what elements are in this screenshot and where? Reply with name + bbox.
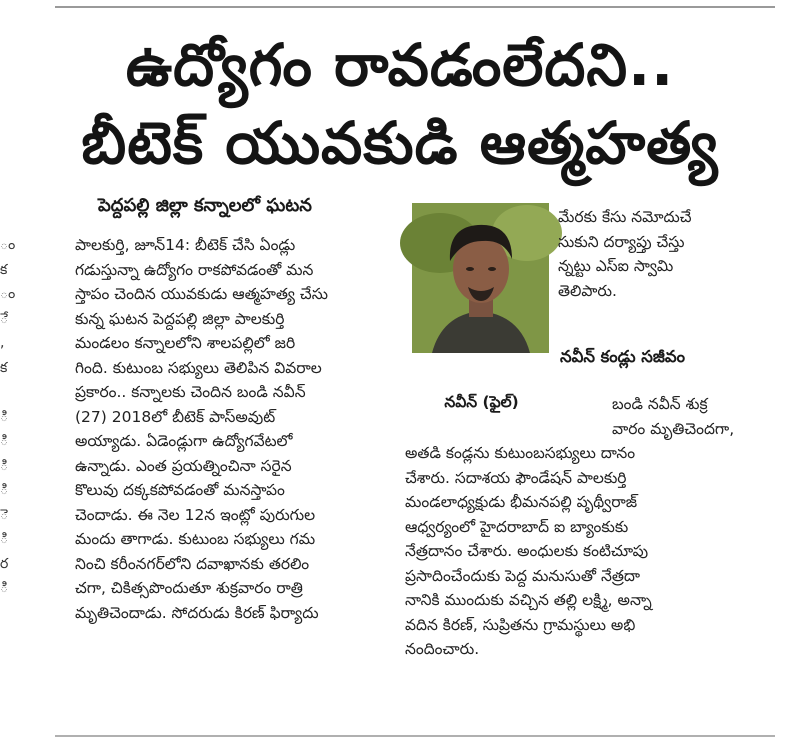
main-line: చగా, చికిత్సపొందుతూ శుక్రవారం రాత్రి	[75, 579, 303, 597]
main-line: గింది. కుటుంబ సభ్యులు తెలిపిన వివరాల	[75, 358, 322, 377]
person-photo	[412, 203, 549, 353]
top-rule	[55, 6, 775, 8]
subheading: పెద్దపల్లి జిల్లా కన్నాలలో ఘటన	[98, 195, 312, 216]
article-bottom-column	[405, 441, 748, 662]
right-mid-line: వారం మృతిచెందగా,	[612, 419, 735, 438]
headline-line-2: బీటెక్ యువకుడి ఆత్మహత్య	[81, 109, 719, 177]
right-line: న్నట్టు ఎస్ఐ స్వామి	[558, 257, 674, 275]
main-line: మండలం కన్నాలలోని శాలపల్లిలో జరి	[75, 334, 296, 352]
clipped-neighbor-column: ం క ం ే , క ి ి ి ి ె ి ర ి	[0, 237, 16, 596]
main-line: చెందాడు. ఈ నెల 12న ఇంట్లో పురుగుల	[75, 505, 316, 524]
main-line: (27) 2018లో బీటెక్ పాస్అవుట్	[75, 407, 276, 426]
bottom-line: మండలాధ్యక్షుడు భీమనపల్లి పృథ్వీరాజ్	[405, 493, 638, 511]
right-mid-line: బండి నవీన్ శుక్ర	[612, 395, 708, 413]
bottom-line: వదిన కిరణ్, సుప్రితను గ్రామస్థులు అభి	[405, 615, 636, 634]
eye-donation-heading: నవీన్ కండ్లు సజీవం	[560, 347, 686, 366]
article-right-mid-column	[612, 392, 748, 441]
headline-line-1: ఉద్యోగం రావడంలేదని..	[125, 31, 675, 99]
main-line: స్తాపం చెందిన యువకుడు ఆత్మహత్య చేసు	[75, 285, 328, 303]
photo-caption: నవీన్ (ఫైల్)	[444, 393, 519, 411]
main-line: కున్న ఘటన పెద్దపల్లి జిల్లా పాలకుర్తి	[75, 309, 285, 328]
right-line: సుకుని దర్యాప్తు చేస్తు	[558, 232, 685, 251]
main-line: గడుస్తున్నా ఉద్యోగం రాకపోవడంతో మన	[75, 260, 314, 279]
bottom-line: నేత్రదానం చేశారు. అంధులకు కంటిచూపు	[405, 542, 649, 560]
bottom-line: నందించారు.	[405, 640, 480, 658]
bottom-line: చేశారు. సదాశయ ఫౌండేషన్ పాలకుర్తి	[405, 468, 627, 487]
bottom-line: ప్రసాదించేందుకు పెద్ద మనుసుతో నేత్రదా	[405, 566, 641, 585]
main-line: ప్రకారం.. కన్నాలకు చెందిన బండి నవీన్	[75, 383, 306, 401]
main-line: కొలువు దక్కకపోవడంతో మనస్తాపం	[75, 481, 285, 499]
main-line: మందు తాగాడు. కుటుంబ సభ్యులు గమ	[75, 530, 316, 548]
article-main-column	[75, 233, 393, 625]
right-line: మేరకు కేసు నమోదుచే	[558, 208, 692, 226]
main-line: అయ్యాడు. ఏడెండ్లుగా ఉద్యోగవేటలో	[75, 432, 293, 450]
bottom-line: ఆధ్వర్యంలో హైదరాబాద్ ఐ బ్యాంకుకు	[405, 517, 629, 536]
right-line: తెలిపారు.	[558, 281, 617, 300]
bottom-line: అతడి కండ్లను కుటుంబసభ్యులు దానం	[405, 444, 636, 462]
main-line: ఉన్నాడు. ఎంత ప్రయత్నించినా సరైన	[75, 456, 292, 475]
bottom-line: నానికి ముందుకు వచ్చిన తల్లి లక్ష్మి, అన్నా	[405, 591, 652, 609]
main-line: నించి కరీంనగర్‌లోని దవాఖానకు తరలిం	[75, 554, 310, 573]
article-right-column	[558, 205, 748, 303]
main-line: పాలకుర్తి, జూన్14: బీటెక్ చేసి ఏండ్లు	[75, 236, 296, 254]
bottom-rule	[55, 735, 775, 737]
main-line: మృతిచెందాడు. సోదరుడు కిరణ్ ఫిర్యాదు	[75, 603, 319, 622]
